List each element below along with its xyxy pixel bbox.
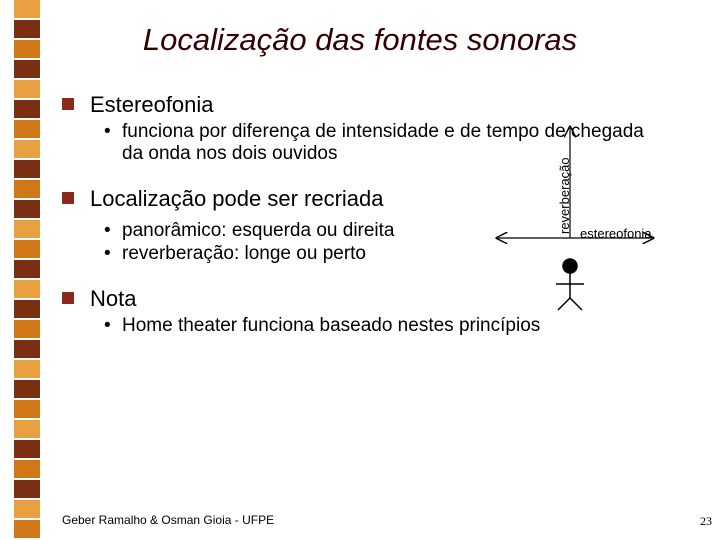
page-number: 23	[700, 514, 712, 528]
sub-item-text: panorâmico: esquerda ou direita	[122, 220, 395, 241]
sub-bullet-icon: •	[104, 121, 111, 142]
sub-item-text: Home theater funciona baseado nestes princípios	[122, 315, 541, 336]
bullet-label: Estereofonia	[90, 92, 214, 117]
sub-item-text: funciona por diferença de intensidade e de tempo de chegada da onda nos dois ouvidos	[122, 121, 644, 164]
bullet-label: Nota	[90, 286, 137, 311]
sub-bullet-icon: •	[104, 220, 111, 241]
footer-credit: Geber Ramalho & Osman Gioia - UFPE	[62, 513, 275, 527]
listener-figure-icon	[556, 259, 584, 310]
slide-title: Localização das fontes sonoras	[142, 22, 578, 57]
horizontal-axis-label: estereofonia	[580, 226, 652, 241]
sub-bullet-icon: •	[104, 243, 111, 264]
vertical-axis-label: reverberação	[557, 157, 572, 234]
sub-item-text: reverberação: longe ou perto	[122, 243, 366, 264]
bullet-label: Localização pode ser recriada	[90, 186, 384, 211]
sub-bullet-icon: •	[104, 315, 111, 336]
